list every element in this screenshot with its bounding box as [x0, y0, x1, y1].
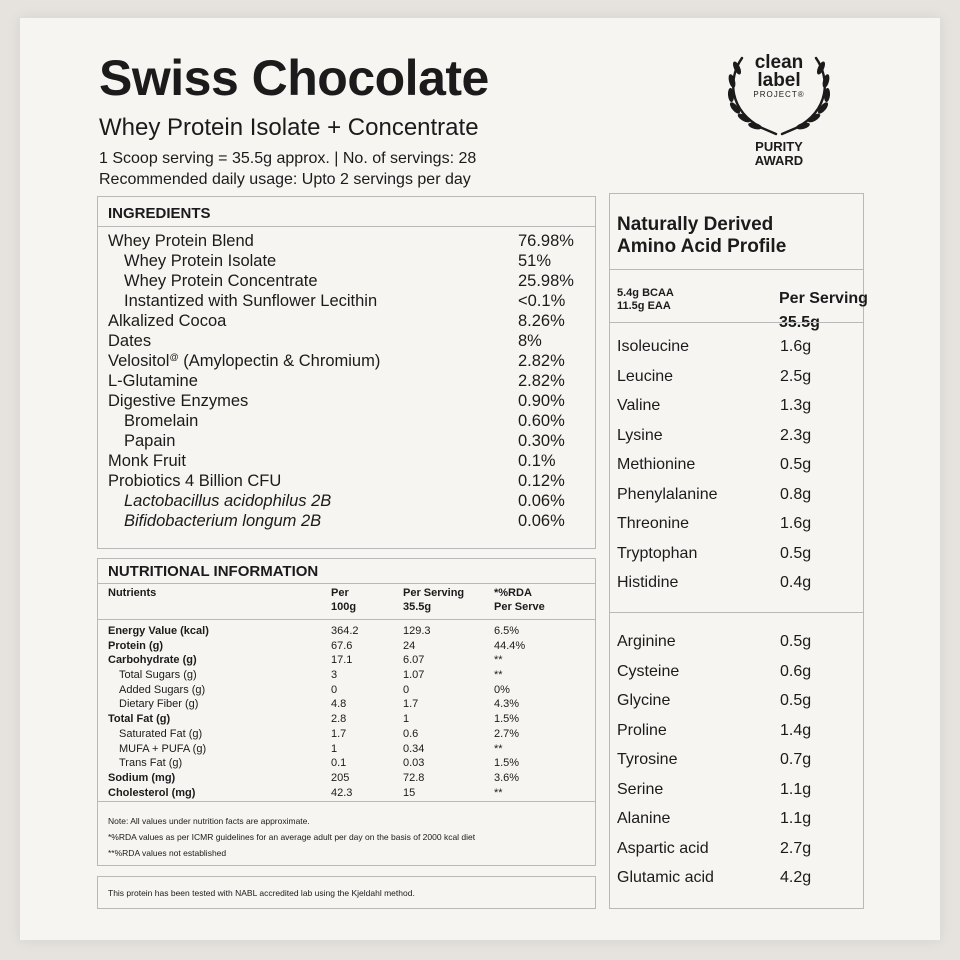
divider — [610, 269, 863, 270]
amino-row — [617, 571, 857, 601]
amino-name: Threonine — [617, 515, 690, 532]
amino-value: 1.3g — [780, 397, 812, 414]
amino-value: 2.5g — [780, 367, 812, 385]
nutrition-table — [108, 624, 588, 800]
ingredient-row — [108, 431, 588, 451]
table-row — [108, 624, 588, 639]
column-header-text: 35.5g — [403, 601, 432, 613]
rda-value: 3.6% — [494, 771, 520, 784]
amino-name: Lysine — [617, 426, 663, 444]
serving-line: 1 Scoop serving = 35.5g approx. | No. of servings: 28 — [99, 150, 477, 167]
table-row — [108, 697, 588, 712]
amino-value: 1.6g — [780, 338, 812, 355]
amino-name: Leucine — [617, 367, 674, 385]
table-row — [108, 653, 588, 668]
column-header-per-100g — [331, 586, 356, 614]
nutrient-name: Total Fat (g) — [108, 713, 171, 726]
amino-name: Arginine — [617, 633, 676, 650]
rda-value: ** — [494, 654, 503, 667]
per-serving-value: 0.6 — [403, 727, 419, 740]
amino-value: 1.1g — [780, 780, 812, 798]
amino-row — [617, 837, 857, 867]
amino-value: 0.5g — [780, 692, 812, 709]
rda-value: 4.3% — [494, 698, 520, 711]
per-100g-value: 1 — [331, 742, 338, 755]
amino-acid-panel — [609, 193, 868, 909]
amino-name: Aspartic acid — [617, 839, 709, 857]
per-serving-value: 1 — [403, 713, 410, 726]
amino-value: 0.8g — [780, 485, 812, 503]
rda-value: ** — [494, 669, 503, 682]
ingredient-row — [108, 411, 588, 431]
amino-heading-line: Amino Acid Profile — [617, 236, 787, 257]
ingredient-name: Alkalized Cocoa — [108, 312, 227, 330]
nutrient-name: Trans Fat (g) — [119, 757, 183, 770]
divider — [98, 619, 595, 620]
note-line: *%RDA values as per ICMR guidelines for an average adult per day on the basis of 2000 kcal diet — [108, 832, 476, 842]
ingredient-name-detail: (Amylopectin & Chromium) — [178, 352, 381, 370]
amino-heading — [617, 214, 786, 258]
amino-value: 0.6g — [780, 662, 812, 680]
ingredient-name: L-Glutamine — [108, 372, 198, 390]
bcaa-eaa-summary — [617, 287, 674, 313]
testing-note: This protein has been tested with NABL accredited lab using the Kjeldahl method. — [108, 888, 415, 898]
ingredient-value: 2.82% — [518, 372, 565, 390]
amino-value: 2.3g — [780, 426, 812, 444]
rda-value: 0% — [494, 683, 510, 696]
ingredient-value: 2.82% — [518, 352, 565, 370]
nutrition-notes — [108, 813, 588, 861]
table-row — [108, 742, 588, 757]
amino-row — [617, 512, 857, 542]
ingredient-value: 0.30% — [518, 432, 565, 450]
amino-value: 2.7g — [780, 839, 812, 857]
ingredient-row — [108, 291, 588, 311]
amino-name: Cysteine — [617, 662, 680, 680]
rda-value: 1.5% — [494, 757, 520, 770]
non-essential-amino-list — [617, 630, 857, 896]
ingredient-value: 0.60% — [518, 412, 565, 430]
amino-value: 0.5g — [780, 456, 812, 473]
nutrient-name: Dietary Fiber (g) — [119, 698, 199, 711]
amino-row — [617, 394, 857, 424]
nutrition-heading: NUTRITIONAL INFORMATION — [108, 563, 319, 580]
ingredient-value: 0.06% — [518, 492, 565, 510]
nutrient-name: MUFA + PUFA (g) — [119, 742, 207, 755]
per-serving-header — [779, 287, 960, 331]
column-header-text: *%RDA — [494, 587, 532, 599]
divider — [610, 612, 863, 613]
bcaa-total: 5.4g BCAA — [617, 287, 674, 299]
ingredient-name: Bromelain — [124, 412, 199, 430]
product-title: Swiss Chocolate — [99, 50, 489, 106]
ingredient-value: 25.98% — [518, 272, 574, 290]
amino-row — [617, 365, 857, 395]
nutrient-name: Energy Value (kcal) — [108, 625, 209, 637]
ingredient-name: Dates — [108, 332, 152, 350]
ingredient-row — [108, 371, 588, 391]
amino-value: 0.7g — [780, 751, 812, 768]
ingredient-row — [108, 331, 588, 351]
essential-amino-list — [617, 335, 857, 601]
product-subtitle: Whey Protein Isolate + Concentrate — [99, 114, 479, 141]
ingredient-row — [108, 471, 588, 491]
amino-row — [617, 483, 857, 513]
ingredient-name: Monk Fruit — [108, 452, 186, 470]
ingredient-value: 51% — [518, 252, 552, 270]
per-serving-value: 15 — [403, 786, 416, 799]
ingredient-value: 0.06% — [518, 512, 565, 530]
ingredient-value: 0.1% — [518, 452, 556, 470]
per-serving-value: 0.03 — [403, 757, 425, 770]
table-row — [108, 639, 588, 654]
table-row — [108, 712, 588, 727]
nutrition-panel — [97, 558, 596, 866]
purity-award-badge — [720, 48, 838, 176]
amino-name: Phenylalanine — [617, 485, 718, 503]
ingredient-row — [108, 511, 588, 531]
divider — [98, 801, 595, 802]
ingredient-name: Whey Protein Blend — [108, 232, 254, 250]
ingredients-list — [108, 231, 588, 531]
nutrient-name: Sodium (mg) — [108, 771, 176, 784]
column-header-text: Per Serving — [779, 290, 868, 307]
serving-info — [99, 148, 476, 190]
amino-name: Glycine — [617, 692, 671, 709]
per-100g-value: 364.2 — [331, 625, 359, 637]
ingredient-row — [108, 251, 588, 271]
amino-name: Methionine — [617, 456, 696, 473]
column-header-text: Per — [331, 587, 349, 599]
ingredients-panel — [97, 196, 596, 549]
ingredient-value: 8.26% — [518, 312, 565, 330]
divider — [98, 226, 595, 227]
ingredient-row — [108, 491, 588, 511]
per-100g-value: 3 — [331, 669, 338, 682]
amino-value: 0.5g — [780, 544, 812, 562]
trademark-symbol: @ — [169, 352, 179, 362]
amino-name: Glutamic acid — [617, 869, 714, 886]
ingredient-row — [108, 271, 588, 291]
ingredient-row — [108, 231, 588, 251]
per-100g-value: 205 — [331, 771, 350, 784]
ingredient-name: Digestive Enzymes — [108, 392, 249, 410]
note-line: **%RDA values not established — [108, 848, 227, 858]
per-100g-value: 0.1 — [331, 757, 347, 770]
amino-name: Serine — [617, 780, 664, 798]
rda-value: 44.4% — [494, 639, 526, 652]
amino-value: 0.5g — [780, 633, 812, 650]
amino-name: Tryptophan — [617, 544, 698, 562]
column-header-rda — [494, 586, 545, 614]
amino-row — [617, 719, 857, 749]
badge-purity: PURITY — [755, 139, 803, 154]
ingredient-row — [108, 351, 588, 371]
column-header-text: 35.5g — [779, 314, 820, 331]
amino-row — [617, 630, 857, 660]
amino-value: 1.6g — [780, 515, 812, 532]
nutrient-name: Cholesterol (mg) — [108, 786, 196, 799]
table-row — [108, 727, 588, 742]
ingredient-name: Whey Protein Isolate — [124, 252, 277, 270]
amino-row — [617, 335, 857, 365]
per-100g-value: 4.8 — [331, 698, 347, 711]
rda-value: 2.7% — [494, 727, 520, 740]
ingredient-row — [108, 451, 588, 471]
ingredient-value: 0.90% — [518, 392, 565, 410]
amino-row — [617, 660, 857, 690]
ingredients-heading: INGREDIENTS — [108, 205, 211, 222]
table-row — [108, 683, 588, 698]
badge-project: PROJECT® — [753, 90, 805, 99]
amino-value: 1.4g — [780, 721, 812, 739]
amino-row — [617, 866, 857, 896]
table-row — [108, 756, 588, 771]
ingredient-name: Bifidobacterium longum 2B — [124, 512, 322, 530]
amino-row — [617, 807, 857, 837]
amino-row — [617, 778, 857, 808]
badge-clean: clean — [754, 52, 804, 73]
per-100g-value: 67.6 — [331, 639, 353, 652]
per-serving-value: 0.34 — [403, 742, 425, 755]
amino-row — [617, 424, 857, 454]
ingredient-name — [108, 351, 380, 371]
column-header-text: 100g — [331, 601, 357, 613]
amino-heading-line: Naturally Derived — [617, 214, 774, 235]
column-header-nutrients — [108, 586, 156, 600]
ingredient-value: 0.12% — [518, 472, 565, 490]
ingredient-value: 8% — [518, 332, 542, 350]
per-serving-value: 6.07 — [403, 654, 425, 667]
amino-row — [617, 689, 857, 719]
amino-name: Histidine — [617, 574, 679, 591]
nutrient-name: Protein (g) — [108, 639, 163, 652]
badge-label: label — [757, 70, 801, 91]
per-serving-value: 24 — [403, 639, 416, 652]
per-100g-value: 1.7 — [331, 727, 347, 740]
per-100g-value: 0 — [331, 683, 338, 696]
ingredient-name: Probiotics 4 Billion CFU — [108, 472, 282, 490]
column-header-text: Per Serve — [494, 601, 545, 613]
amino-value: 1.1g — [780, 810, 812, 827]
per-100g-value: 2.8 — [331, 713, 347, 726]
ingredient-name: Papain — [124, 432, 176, 450]
ingredient-row — [108, 391, 588, 411]
column-header-per-serving — [403, 586, 464, 614]
rda-value: 1.5% — [494, 713, 520, 726]
rda-value: ** — [494, 742, 503, 755]
amino-name: Proline — [617, 721, 667, 739]
amino-name: Isoleucine — [617, 338, 690, 355]
per-serving-value: 72.8 — [403, 771, 425, 784]
nutrient-name: Added Sugars (g) — [119, 683, 206, 696]
ingredient-value: <0.1% — [518, 292, 566, 310]
per-serving-value: 0 — [403, 683, 410, 696]
column-header-text: Nutrients — [108, 587, 157, 599]
amino-value: 4.2g — [780, 869, 812, 886]
eaa-total: 11.5g EAA — [617, 300, 671, 312]
divider — [98, 583, 595, 584]
amino-name: Tyrosine — [617, 751, 678, 768]
ingredient-name-main: Velositol — [108, 352, 170, 370]
ingredient-row — [108, 311, 588, 331]
column-header-text: Per Serving — [403, 587, 465, 599]
badge-award: AWARD — [754, 153, 804, 168]
ingredient-value: 76.98% — [518, 232, 574, 250]
divider — [610, 322, 863, 323]
table-row — [108, 786, 588, 801]
per-100g-value: 42.3 — [331, 786, 353, 799]
testing-note-panel — [97, 876, 596, 909]
per-serving-value: 1.07 — [403, 669, 425, 682]
amino-row — [617, 542, 857, 572]
amino-row — [617, 748, 857, 778]
ingredient-name: Lactobacillus acidophilus 2B — [124, 492, 332, 510]
nutrient-name: Total Sugars (g) — [119, 669, 197, 682]
rda-value: 6.5% — [494, 625, 520, 637]
nutrient-name: Carbohydrate (g) — [108, 654, 197, 667]
per-serving-value: 129.3 — [403, 625, 431, 637]
table-row — [108, 771, 588, 786]
nutrient-name: Saturated Fat (g) — [119, 727, 203, 740]
ingredient-name: Instantized with Sunflower Lecithin — [124, 292, 378, 310]
ingredient-name: Whey Protein Concentrate — [124, 272, 318, 290]
table-row — [108, 668, 588, 683]
rda-value: ** — [494, 786, 503, 799]
note-line: Note: All values under nutrition facts are approximate. — [108, 816, 310, 826]
amino-name: Alanine — [617, 810, 671, 827]
per-serving-value: 1.7 — [403, 698, 419, 711]
amino-name: Valine — [617, 397, 661, 414]
amino-value: 0.4g — [780, 574, 812, 591]
per-100g-value: 17.1 — [331, 654, 353, 667]
usage-line: Recommended daily usage: Upto 2 servings per day — [99, 171, 471, 188]
amino-row — [617, 453, 857, 483]
